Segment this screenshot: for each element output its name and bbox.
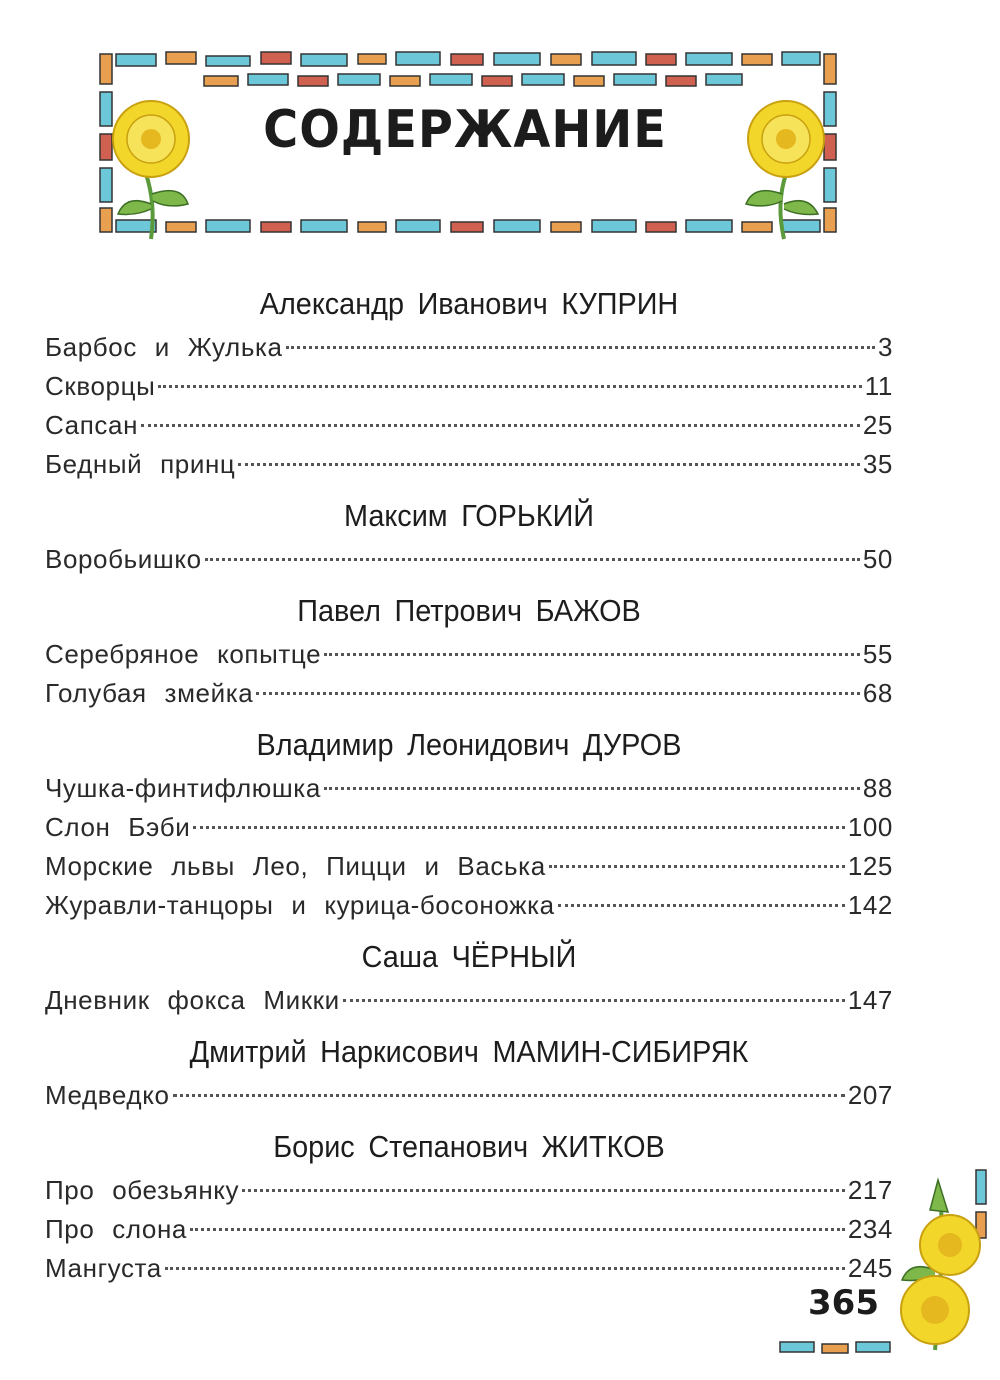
dot-leader [558, 904, 845, 907]
author-heading: Борис Степанович ЖИТКОВ [273, 1129, 665, 1164]
entry-title: Барбос и Жулька [45, 332, 283, 362]
entry-page-number: 11 [864, 371, 893, 401]
author-heading: Саша ЧЁРНЫЙ [361, 939, 577, 974]
toc-entry[interactable] [45, 981, 893, 1020]
group-gap [45, 713, 893, 721]
dot-leader [256, 692, 860, 695]
page-title: СОДЕРЖАНИЕ [263, 100, 667, 160]
dot-leader [242, 1189, 845, 1192]
entry-title: Дневник фокса Микки [45, 985, 340, 1015]
entry-title: Бедный принц [45, 449, 236, 479]
corner-dandelion-icon [770, 1150, 1000, 1380]
toc-entry[interactable] [45, 808, 893, 847]
entry-page-number: 50 [862, 544, 893, 574]
entry-title: Скворцы [45, 371, 156, 401]
entry-page-number: 142 [847, 890, 893, 920]
author-heading: Павел Петрович БАЖОВ [297, 593, 641, 628]
dot-leader [173, 1094, 845, 1097]
toc-entry[interactable] [45, 328, 893, 367]
dot-leader [141, 424, 860, 427]
group-gap [45, 1288, 893, 1296]
toc-entry[interactable] [45, 1249, 893, 1288]
toc-entry[interactable] [45, 1076, 893, 1115]
dot-leader [193, 826, 844, 829]
dot-leader [324, 787, 860, 790]
entry-page-number: 217 [847, 1175, 893, 1205]
entry-title: Серебряное копытце [45, 639, 322, 669]
entry-page-number: 35 [862, 449, 893, 479]
toc-entry[interactable] [45, 847, 893, 886]
entry-title: Морские львы Лео, Пицци и Васька [45, 851, 546, 881]
entry-page-number: 147 [847, 985, 893, 1015]
toc-entry[interactable] [45, 769, 893, 808]
dot-leader [286, 346, 875, 349]
entry-page-number: 234 [847, 1214, 893, 1244]
group-gap [45, 579, 893, 587]
entry-title: Мангуста [45, 1253, 162, 1283]
dot-leader [158, 385, 861, 388]
entry-title: Сапсан [45, 410, 139, 440]
toc-entry[interactable] [45, 886, 893, 925]
entry-title: Журавли-танцоры и курица-босоножка [45, 890, 555, 920]
dot-leader [324, 653, 860, 656]
entry-page-number: 125 [847, 851, 893, 881]
entry-title: Голубая змейка [45, 678, 254, 708]
entry-title: Слон Бэби [45, 812, 191, 842]
dot-leader [205, 558, 860, 561]
table-of-contents [45, 280, 893, 1296]
entry-title: Медведко [45, 1080, 170, 1110]
entry-page-number: 55 [862, 639, 893, 669]
toc-entry[interactable] [45, 540, 893, 579]
entry-title: Чушка-финтифлюшка [45, 773, 321, 803]
author-heading: Максим ГОРЬКИЙ [343, 498, 595, 533]
entry-title: Воробьишко [45, 544, 202, 574]
group-gap [45, 1020, 893, 1028]
group-gap [45, 1115, 893, 1123]
author-heading: Александр Иванович КУПРИН [259, 286, 679, 321]
toc-entry[interactable] [45, 1171, 893, 1210]
toc-entry[interactable] [45, 1210, 893, 1249]
toc-entry[interactable] [45, 367, 893, 406]
author-heading: Дмитрий Наркисович МАМИН-СИБИРЯК [189, 1034, 749, 1069]
dot-leader [238, 463, 859, 466]
dot-leader [343, 999, 845, 1002]
dot-leader [165, 1267, 845, 1270]
entry-page-number: 100 [847, 812, 893, 842]
entry-title: Про обезьянку [45, 1175, 240, 1205]
entry-page-number: 3 [877, 332, 893, 362]
toc-entry[interactable] [45, 635, 893, 674]
entry-page-number: 25 [862, 410, 893, 440]
toc-entry[interactable] [45, 674, 893, 713]
toc-entry[interactable] [45, 445, 893, 484]
entry-title: Про слона [45, 1214, 187, 1244]
toc-entry[interactable] [45, 406, 893, 445]
group-gap [45, 925, 893, 933]
dot-leader [549, 865, 845, 868]
entry-page-number: 88 [862, 773, 893, 803]
page-number: 365 [808, 1283, 879, 1323]
entry-page-number: 245 [847, 1253, 893, 1283]
dot-leader [190, 1228, 845, 1231]
author-heading: Владимир Леонидович ДУРОВ [256, 727, 682, 762]
group-gap [45, 484, 893, 492]
entry-page-number: 207 [847, 1080, 893, 1110]
entry-page-number: 68 [862, 678, 893, 708]
